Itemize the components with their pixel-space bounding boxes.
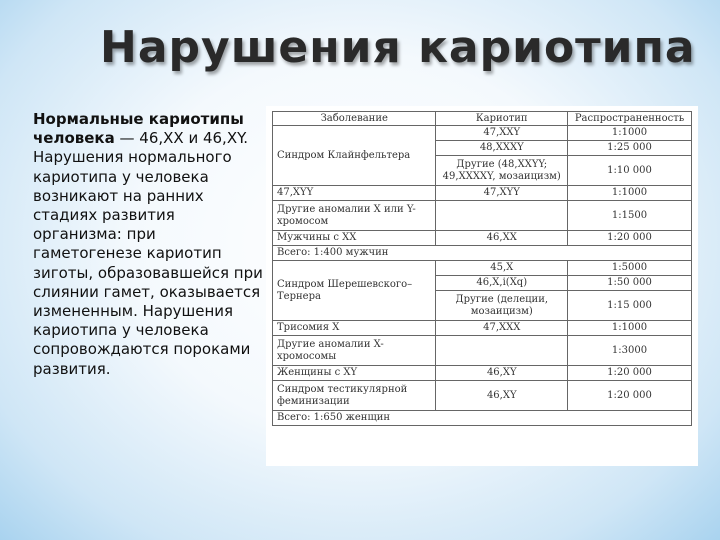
karyotype-cell: 46,XX <box>436 231 568 246</box>
karyotype-cell: 46,X,i(Xq) <box>436 276 568 291</box>
karyotype-cell: 47,XXX <box>436 321 568 336</box>
prevalence-cell: 1:5000 <box>568 261 692 276</box>
prevalence-cell: 1:1000 <box>568 186 692 201</box>
karyotype-cell <box>436 336 568 366</box>
header-disease: Заболевание <box>273 112 436 126</box>
disease-cell: Синдром тестикулярной феминизации <box>273 381 436 411</box>
prevalence-cell: 1:1000 <box>568 126 692 141</box>
disease-cell: Женщины с XY <box>273 366 436 381</box>
total-women-cell: Всего: 1:650 женщин <box>273 411 692 426</box>
slide-title: Нарушения кариотипа <box>100 22 696 73</box>
table-row <box>273 126 692 141</box>
table-header-row <box>273 112 692 126</box>
prevalence-cell: 1:25 000 <box>568 141 692 156</box>
table-row <box>273 366 692 381</box>
prevalence-cell: 1:20 000 <box>568 381 692 411</box>
prevalence-cell: 1:1500 <box>568 201 692 231</box>
karyotype-table-panel <box>266 106 698 466</box>
prevalence-cell: 1:10 000 <box>568 156 692 186</box>
karyotype-cell: Другие (48,XXYY; 49,XXXXY, мозаицизм) <box>436 156 568 186</box>
karyotype-cell <box>436 201 568 231</box>
karyotype-cell: 48,XXXY <box>436 141 568 156</box>
prevalence-cell: 1:3000 <box>568 336 692 366</box>
table-total-row <box>273 411 692 426</box>
table-row <box>273 186 692 201</box>
prevalence-cell: 1:20 000 <box>568 366 692 381</box>
disease-cell: Синдром Клайнфельтера <box>273 126 436 186</box>
table-row <box>273 231 692 246</box>
disease-cell: Синдром Шерешевского–Тернера <box>273 261 436 321</box>
disease-cell: Другие аномалии X или Y-хромосом <box>273 201 436 231</box>
table-total-row <box>273 246 692 261</box>
table-row <box>273 201 692 231</box>
total-men-cell: Всего: 1:400 мужчин <box>273 246 692 261</box>
body-text-rest: — 46,XX и 46,XY. Нарушения нормального кариотипа у человека возникают на ранних стадиях развития организма: при гаметогенезе кариотип зиготы, образовавшейся при слиянии гамет, оказывается измененным. Нарушения кариотипа у человека сопровождаются пороками развития. <box>33 129 263 378</box>
karyotype-cell: 46,XY <box>436 366 568 381</box>
karyotype-table <box>272 111 692 426</box>
disease-cell: Мужчины с XX <box>273 231 436 246</box>
table-row <box>273 336 692 366</box>
table-row <box>273 261 692 276</box>
karyotype-cell: 47,XYY <box>436 186 568 201</box>
karyotype-cell: Другие (делеции, мозаицизм) <box>436 291 568 321</box>
prevalence-cell: 1:20 000 <box>568 231 692 246</box>
body-text <box>33 110 263 379</box>
disease-cell: 47,XYY <box>273 186 436 201</box>
prevalence-cell: 1:1000 <box>568 321 692 336</box>
karyotype-cell: 47,XXY <box>436 126 568 141</box>
prevalence-cell: 1:50 000 <box>568 276 692 291</box>
table-row <box>273 321 692 336</box>
prevalence-cell: 1:15 000 <box>568 291 692 321</box>
karyotype-cell: 46,XY <box>436 381 568 411</box>
header-prevalence: Распространенность <box>568 112 692 126</box>
table-row <box>273 381 692 411</box>
disease-cell: Трисомия X <box>273 321 436 336</box>
disease-cell: Другие аномалии X-хромосомы <box>273 336 436 366</box>
header-karyotype: Кариотип <box>436 112 568 126</box>
body-text-bold: Нормальные кариотипы человека <box>33 110 244 148</box>
karyotype-cell: 45,X <box>436 261 568 276</box>
